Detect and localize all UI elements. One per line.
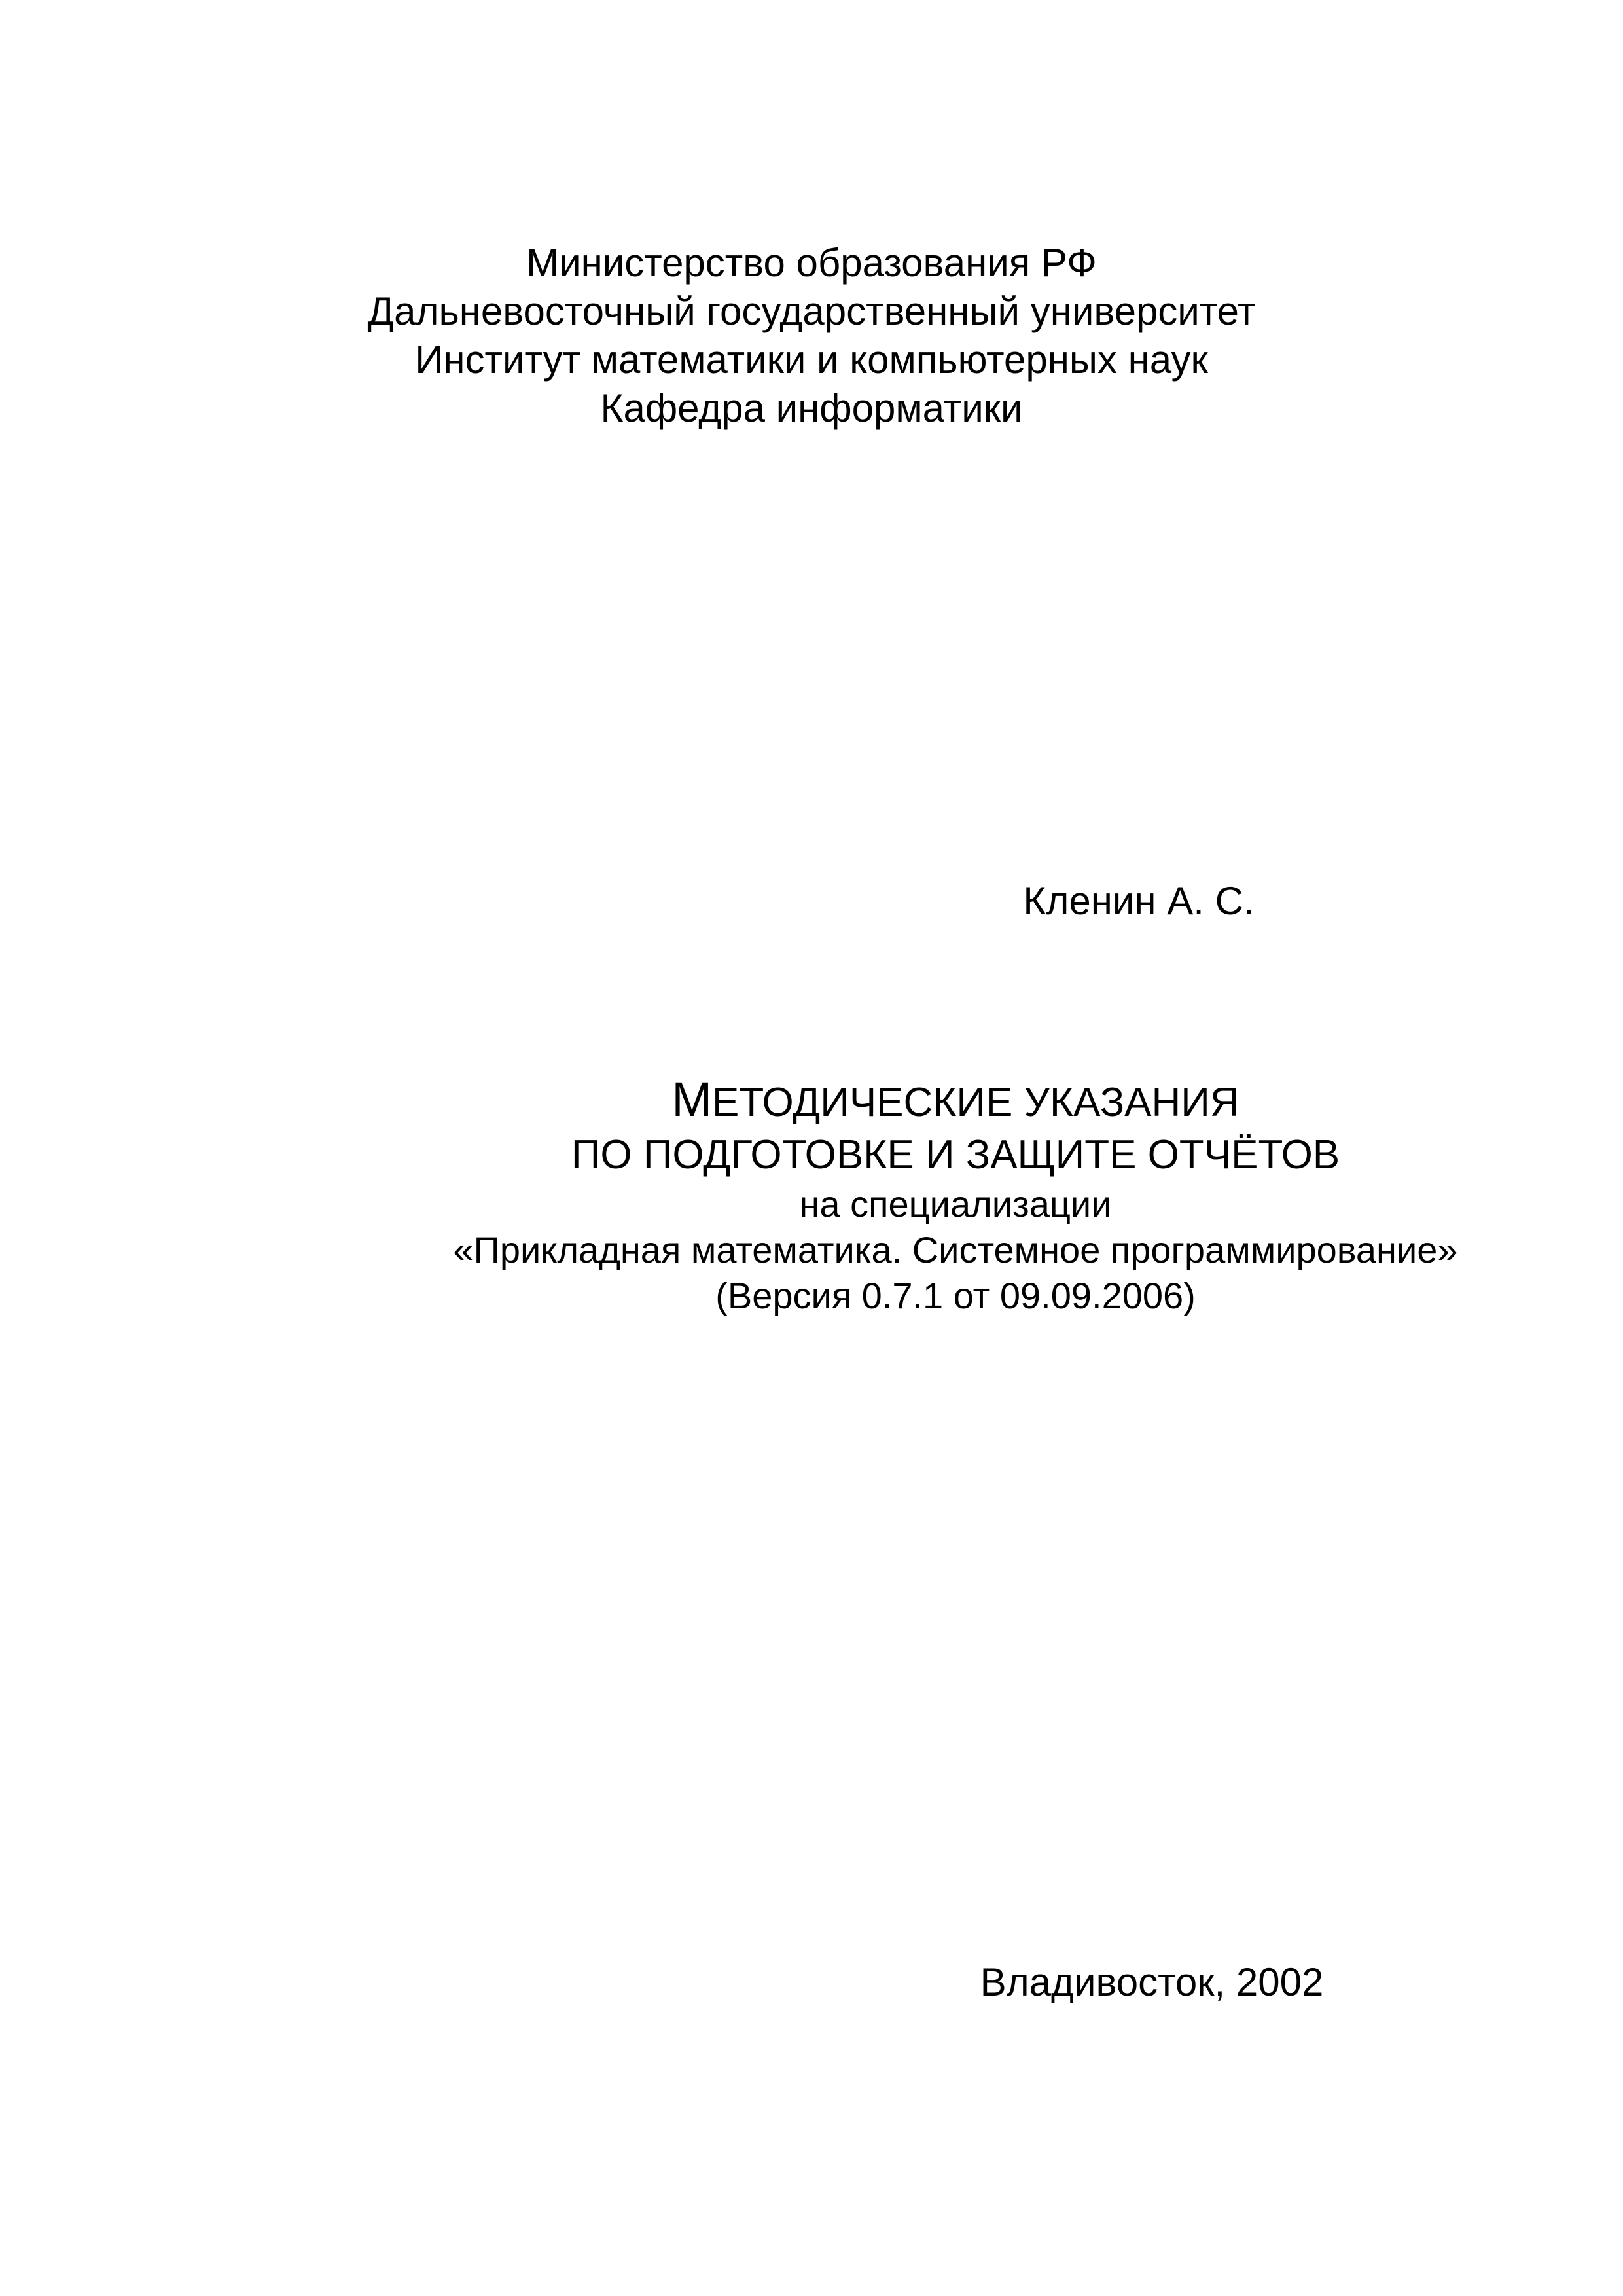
institution-header [0, 239, 1623, 433]
department-line: Кафедра информатики [600, 386, 1023, 430]
title-line-1 [144, 1073, 1623, 1129]
title-line-1-rest: ЕТОДИЧЕСКИЕ УКАЗАНИЯ [712, 1080, 1240, 1125]
author-block [327, 877, 1623, 925]
ministry-line: Министерство образования РФ [526, 241, 1097, 285]
document-title [144, 1073, 1623, 1319]
title-initial-capital: М [671, 1072, 712, 1126]
author-name: Кленин А. С. [1023, 879, 1255, 923]
place-year: Владивосток, 2002 [980, 1960, 1324, 2004]
title-line-2: ПО ПОДГОТОВКЕ И ЗАЩИТЕ ОТЧЁТОВ [571, 1132, 1340, 1177]
subtitle-specialization-label: на специализации [799, 1183, 1112, 1225]
place-year-block [340, 1958, 1623, 2007]
version-line: (Версия 0.7.1 от 09.09.2006) [715, 1275, 1196, 1316]
university-line: Дальневосточный государственный университет [367, 289, 1256, 333]
institute-line: Институт математики и компьютерных наук [415, 338, 1208, 382]
subtitle-specialization-name: «Прикладная математика. Системное программирование» [453, 1229, 1458, 1270]
